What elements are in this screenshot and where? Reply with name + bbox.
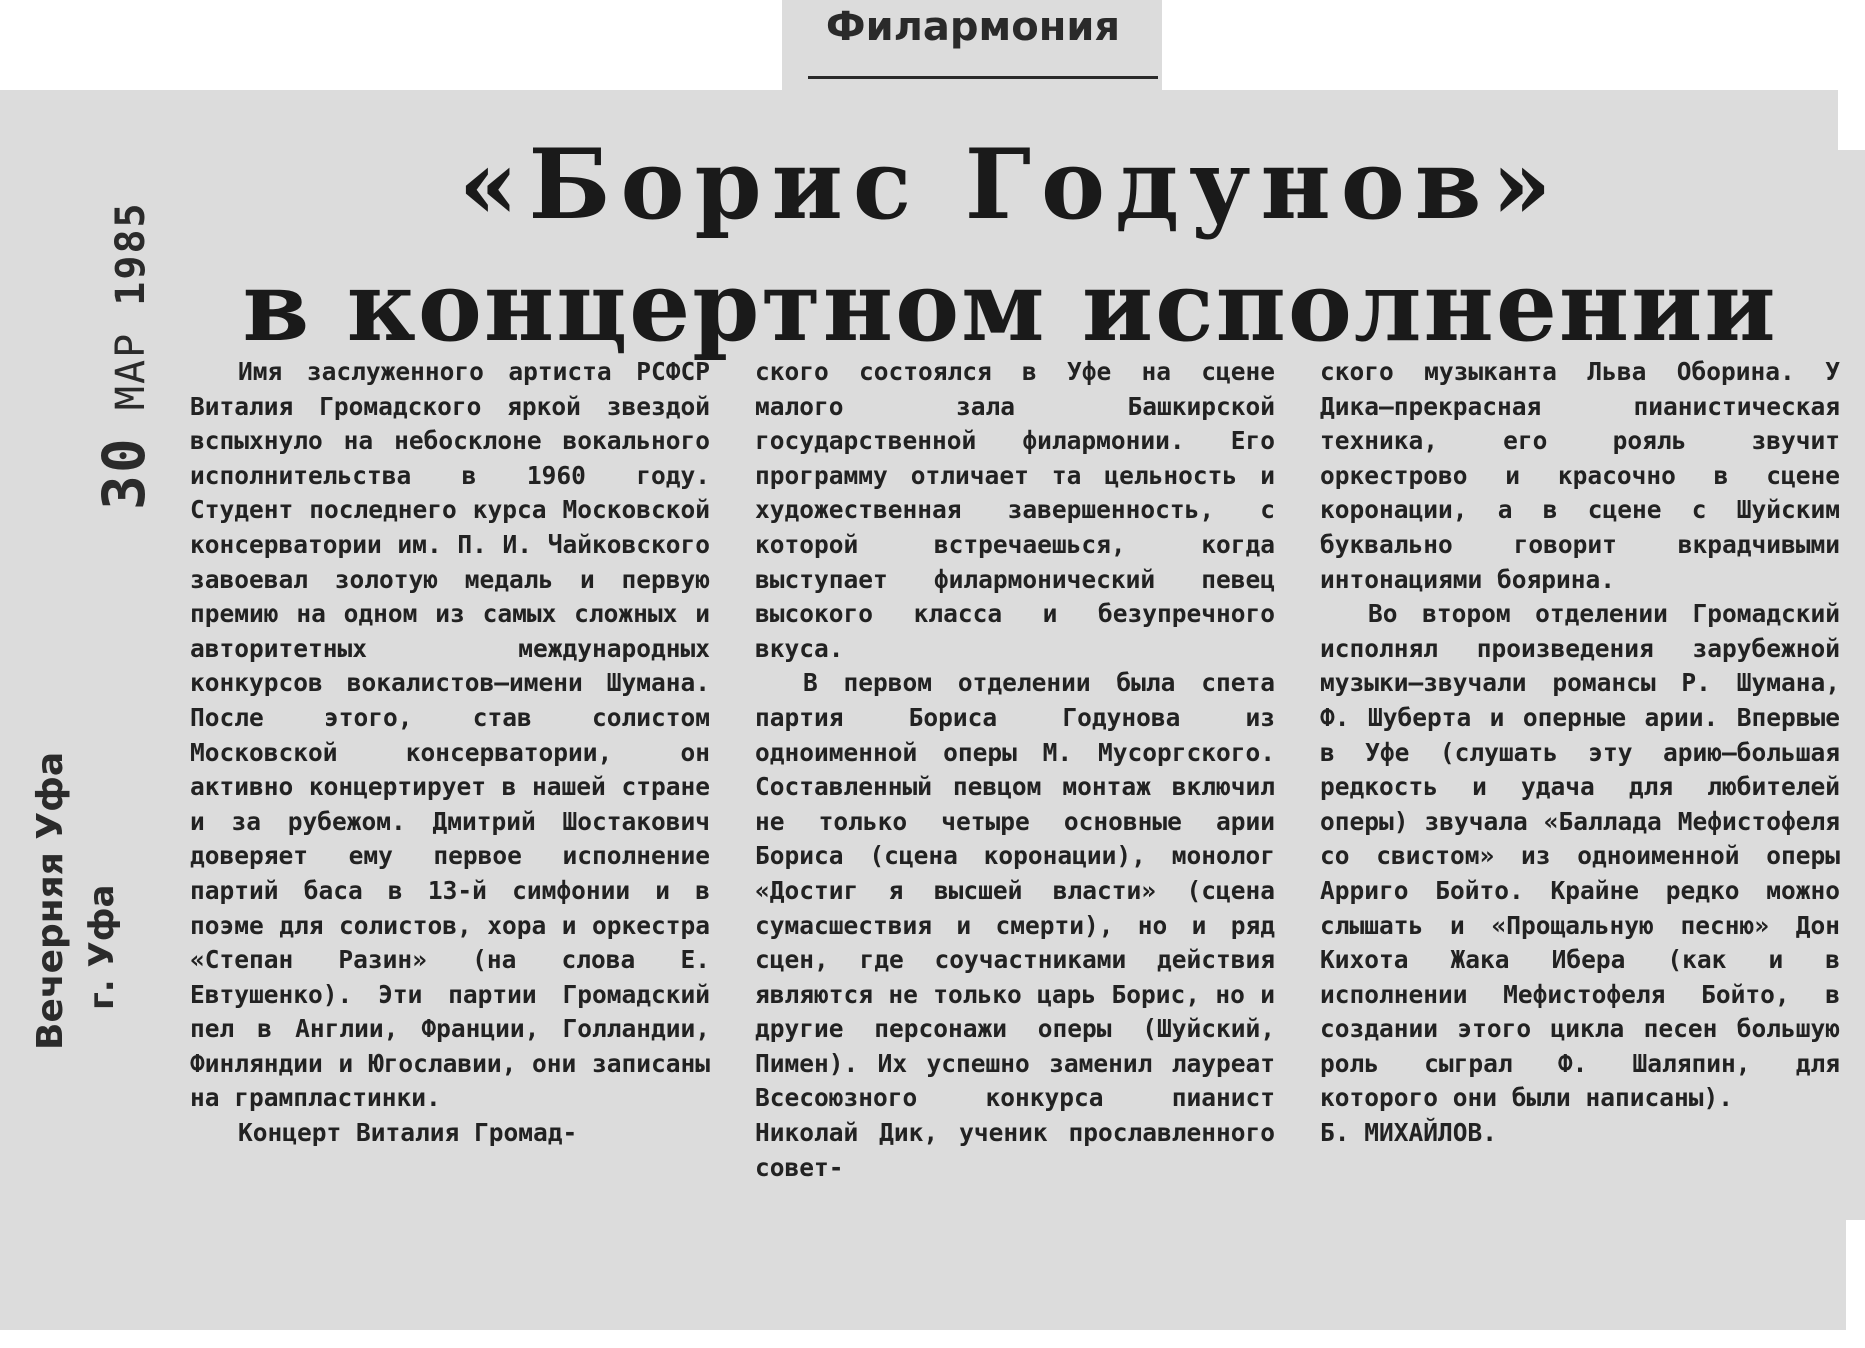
headline-line-1: «Борис Годунов»: [458, 128, 1562, 241]
newspaper-city: г. Уфа: [82, 884, 122, 1010]
article-body: [190, 355, 1840, 1330]
paragraph: ского музыканта Льва Оборина. У Дика—прекрасная пианистическая техника, его рояль звучит оркестрово и красочно в сцене коронации, а в сцене с Шуйским буквально говорит вкрадчивыми интонациями боярина.: [1320, 357, 1840, 594]
article-column-3: [1320, 355, 1840, 1330]
paragraph: Имя заслуженного артиста РСФСР Виталия Громадского яркой звездой вспыхнуло на небосклоне вокального исполнительства в 1960 году. Студент последнего курса Московской консерватории им. П. И. Чайковского завоевал золотую медаль и первую премию на одном из самых сложных и авторитетных международных конкурсов вокалистов—имени Шумана. После этого, став солистом Московской консерватории, он активно концертирует в нашей стране и за рубежом. Дмитрий Шостакович доверяет ему первое исполнение партий баса в 13-й симфонии и в поэме для солистов, хора и оркестра «Степан Разин» (на слова Е. Евтушенко). Эти партии Громадский пел в Англии, Франции, Голландии, Финляндии и Югославии, они записаны на грампластинки.: [190, 357, 710, 1113]
paragraph: ского состоялся в Уфе на сцене малого зала Башкирской государственной филармонии. Его программу отличает та цельность и художественная завершенность, с которой встречаешься, когда выступает филармонический певец высокого класса и безупречного вкуса.: [755, 357, 1275, 663]
paragraph: Концерт Виталия Громад-: [238, 1118, 578, 1148]
rubric-label: Филармония: [825, 4, 1121, 50]
article-column-2: [755, 355, 1275, 1330]
stamp-month: МАР: [108, 331, 154, 411]
stamp-year: 1985: [108, 201, 154, 306]
date-stamp: [90, 201, 158, 510]
newspaper-name: Вечерняя Уфа: [30, 751, 71, 1050]
paragraph: Во втором отделении Громадский исполнял произведения зарубежной музыки—звучали романсы Р. Шумана, Ф. Шуберта и оперные арии. Впервые в Уфе (слушать эту арию—большая редкость и удача для любителей оперы) звучала «Баллада Мефистофеля со свистом» из одноименной оперы Арриго Бойто. Крайне редко можно слышать и «Прощальную песню» Дон Кихота Жака Ибера (как и в исполнении Мефистофеля Бойто, в создании этого цикла песен большую роль сыграл Ф. Шаляпин, для которого они были написаны).: [1320, 599, 1840, 1113]
rubric-underline: [808, 76, 1158, 79]
paragraph: В первом отделении была спета партия Бориса Годунова из одноименной оперы М. Мусоргского. Составленный певцом монтаж включил не только четыре основные арии Бориса (сцена коронации), монолог «Достиг я высшей власти» (сцена сумасшествия и смерти), но и ряд сцен, где соучастниками действия являются не только царь Борис, но и другие персонажи оперы (Шуйский, Пимен). Их успешно заменил лауреат Всесоюзного конкурса пианист Николай Дик, ученик прославленного совет-: [755, 668, 1275, 1182]
headline-line-2: в концертном исполнении: [242, 250, 1778, 363]
author-signature: Б. МИХАЙЛОВ.: [1320, 1118, 1498, 1148]
clipping-edge: [1846, 1220, 1865, 1348]
clipping-edge: [0, 1330, 1865, 1348]
headline: [190, 130, 1830, 362]
clipping-edge: [1838, 90, 1865, 150]
article-column-1: [190, 355, 710, 1330]
stamp-day: 30: [90, 436, 158, 510]
